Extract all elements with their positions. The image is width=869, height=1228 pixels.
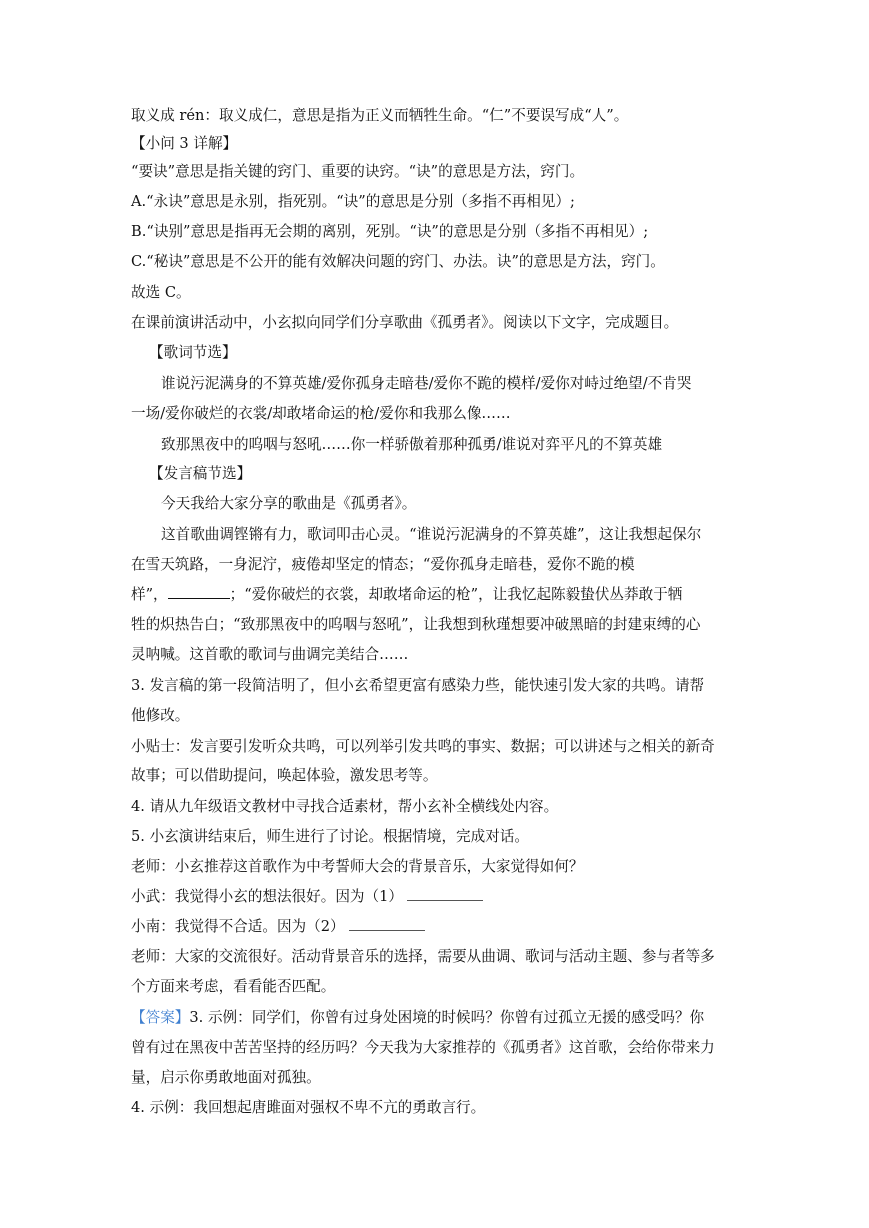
question-3: 他修改。	[131, 707, 190, 724]
lyrics-line: 一场/爱你破烂的衣裳/却敢堵命运的枪/爱你和我那么像……	[131, 405, 511, 422]
speech-line: 这首歌曲调铿锵有力，歌词叩击心灵。“谁说污泥满身的不算英雄”，这让我想起保尔	[161, 526, 702, 543]
explanation-line: 取义成 rén：取义成仁，意思是指为正义而牺牲生命。“仁”不要误写成“人”。	[131, 107, 629, 124]
question-5: 5. 小玄演讲结束后，师生进行了讨论。根据情境，完成对话。	[131, 828, 530, 845]
tip-line: 故事；可以借助提问，唤起体验，激发思考等。	[131, 767, 438, 784]
question-intro: 在课前演讲活动中，小玄拟向同学们分享歌曲《孤勇者》。阅读以下文字，完成题目。	[131, 314, 679, 331]
speech-heading: 【发言稿节选】	[149, 465, 252, 482]
question-4: 4. 请从九年级语文教材中寻找合适素材，帮小玄补全横线处内容。	[131, 798, 559, 815]
speech-line: 牲的炽热告白；“致那黑夜中的呜咽与怒吼”，让我想到秋瑾想要冲破黑暗的封建束缚的心	[131, 616, 701, 633]
dialogue-line: 个方面来考虑，看看能否匹配。	[131, 978, 336, 995]
answer-line	[131, 1008, 704, 1028]
tip-line: 小贴士：发言要引发听众共鸣，可以列举引发共鸣的事实、数据；可以讲述与之相关的新奇	[131, 738, 715, 755]
lyrics-line: 谁说污泥满身的不算英雄/爱你孤身走暗巷/爱你不跪的模样/爱你对峙过绝望/不肯哭	[161, 375, 692, 392]
speech-text: 样”，	[131, 586, 168, 603]
answer-tag: 【答案】	[131, 1009, 190, 1026]
fill-blank-underline	[349, 917, 425, 931]
lyrics-line: 致那黑夜中的呜咽与怒吼……你一样骄傲着那种孤勇/谁说对弈平凡的不算英雄	[161, 436, 663, 453]
speech-line: 在雪天筑路，一身泥泞，疲倦却坚定的情态；“爱你孤身走暗巷，爱你不跪的模	[131, 556, 635, 573]
answer-line: 量，启示你勇敢地面对孤独。	[131, 1069, 321, 1086]
answer-line: 4. 示例：我回想起唐雎面对强权不卑不亢的勇敢言行。	[131, 1099, 486, 1116]
dialogue-line: 老师：小玄推荐这首歌作为中考誓师大会的背景音乐，大家觉得如何？	[131, 858, 584, 875]
explanation-line: “要诀”意思是指关键的窍门、重要的诀窍。“诀”的意思是方法，窍门。	[131, 163, 585, 180]
dialogue-line: 老师：大家的交流很好。活动背景音乐的选择，需要从曲调、歌词与活动主题、参与者等多	[131, 948, 715, 965]
answer-line: 曾有过在黑夜中苦苦坚持的经历吗？今天我为大家推荐的《孤勇者》这首歌，会给你带来力	[131, 1039, 715, 1056]
speech-line: 灵呐喊。这首歌的歌词与曲调完美结合……	[131, 646, 409, 663]
speech-line-with-blank	[131, 585, 682, 605]
section-heading: 【小问 3 详解】	[131, 135, 238, 152]
fill-blank-underline	[168, 585, 230, 599]
speech-line: 今天我给大家分享的歌曲是《孤勇者》。	[161, 495, 417, 512]
dialogue-text: 小南：我觉得不合适。因为（2）	[131, 918, 345, 935]
option-b: B.“诀别”意思是指再无会期的离别，死别。“诀”的意思是分别（多指不再相见）;	[131, 223, 649, 240]
question-3: 3. 发言稿的第一段简洁明了，但小玄希望更富有感染力些，能快速引发大家的共鸣。请帮	[131, 677, 705, 694]
dialogue-text: 小武：我觉得小玄的想法很好。因为（1）	[131, 888, 403, 905]
dialogue-line-with-blank	[131, 917, 425, 937]
dialogue-line-with-blank	[131, 887, 483, 907]
option-a: A.“永诀”意思是永别，指死别。“诀”的意思是分别（多指不再相见）;	[131, 193, 575, 210]
lyrics-heading: 【歌词节选】	[149, 344, 237, 361]
choice-line: 故选 C。	[131, 284, 191, 301]
fill-blank-underline	[407, 887, 483, 901]
answer-text: 3. 示例：同学们，你曾有过身处困境的时候吗？你曾有过孤立无援的感受吗？你	[189, 1009, 705, 1026]
speech-text: ；“爱你破烂的衣裳，却敢堵命运的枪”，让我忆起陈毅蛰伏丛莽敢于牺	[229, 586, 683, 603]
option-c: C.“秘诀”意思是不公开的能有效解决问题的窍门、办法。诀”的意思是方法，窍门。	[131, 253, 665, 270]
